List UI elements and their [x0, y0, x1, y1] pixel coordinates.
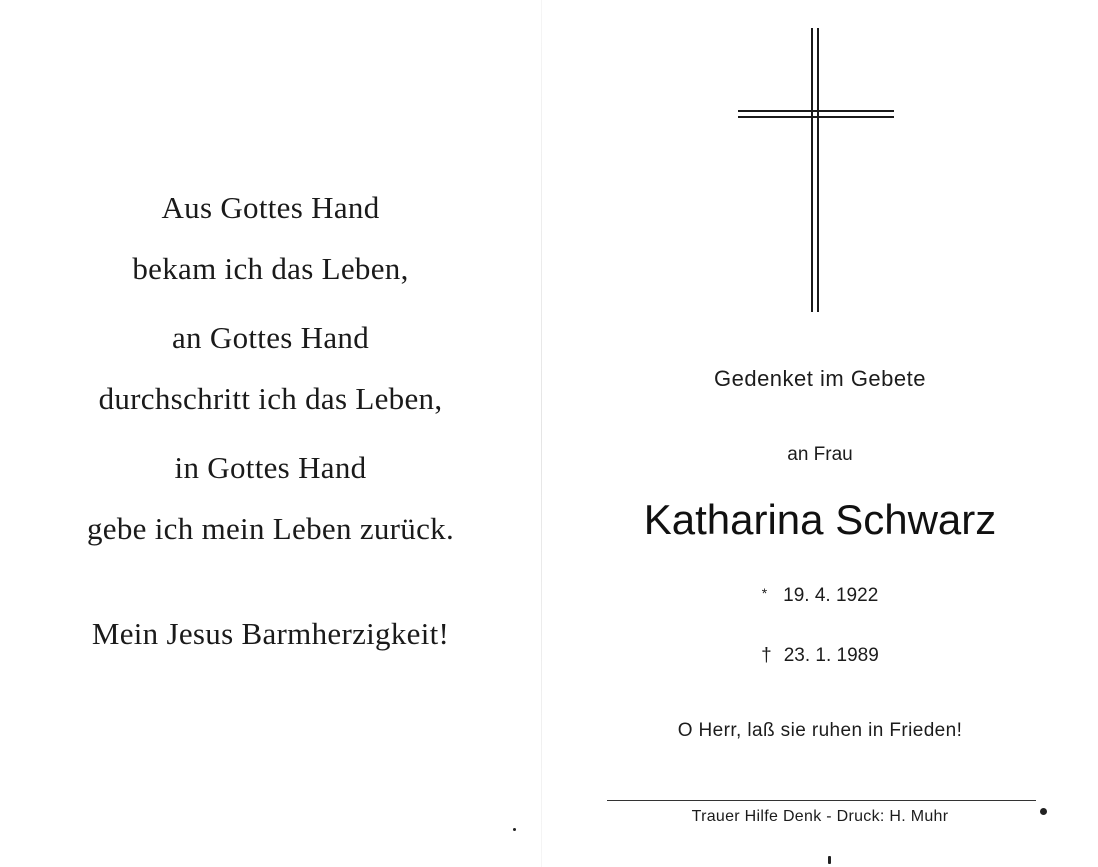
right-panel [542, 0, 1098, 867]
prayer-line: O Herr, laß sie ruhen in Frieden! [677, 720, 963, 741]
memorial-heading: Gedenket im Gebete [713, 366, 926, 391]
left-panel [0, 0, 541, 867]
footer-divider [607, 800, 1036, 801]
verse-line-6: gebe ich mein Leben zurück. [86, 511, 455, 546]
print-speck [513, 828, 516, 831]
verse-closing: Mein Jesus Barmherzigkeit! [91, 616, 450, 651]
birth-symbol: * [761, 585, 768, 601]
verse-line-4: durchschritt ich das Leben, [98, 381, 443, 416]
death-row [542, 645, 1098, 667]
verse-line-1: Aus Gottes Hand [161, 190, 380, 225]
deceased-name: Katharina Schwarz [643, 496, 997, 543]
birth-date: 19. 4. 1922 [783, 585, 879, 606]
death-date: 23. 1. 1989 [783, 645, 879, 666]
death-symbol: † [761, 645, 772, 666]
verse-line-2: bekam ich das Leben, [132, 251, 409, 286]
verse-line-5: in Gottes Hand [174, 450, 367, 485]
print-speck [828, 856, 831, 864]
verse-line-3: an Gottes Hand [171, 320, 370, 355]
printer-credit: Trauer Hilfe Denk - Druck: H. Muhr [691, 808, 949, 825]
print-speck [1040, 808, 1047, 815]
birth-row [542, 585, 1098, 607]
name-prefix: an Frau [787, 444, 853, 465]
